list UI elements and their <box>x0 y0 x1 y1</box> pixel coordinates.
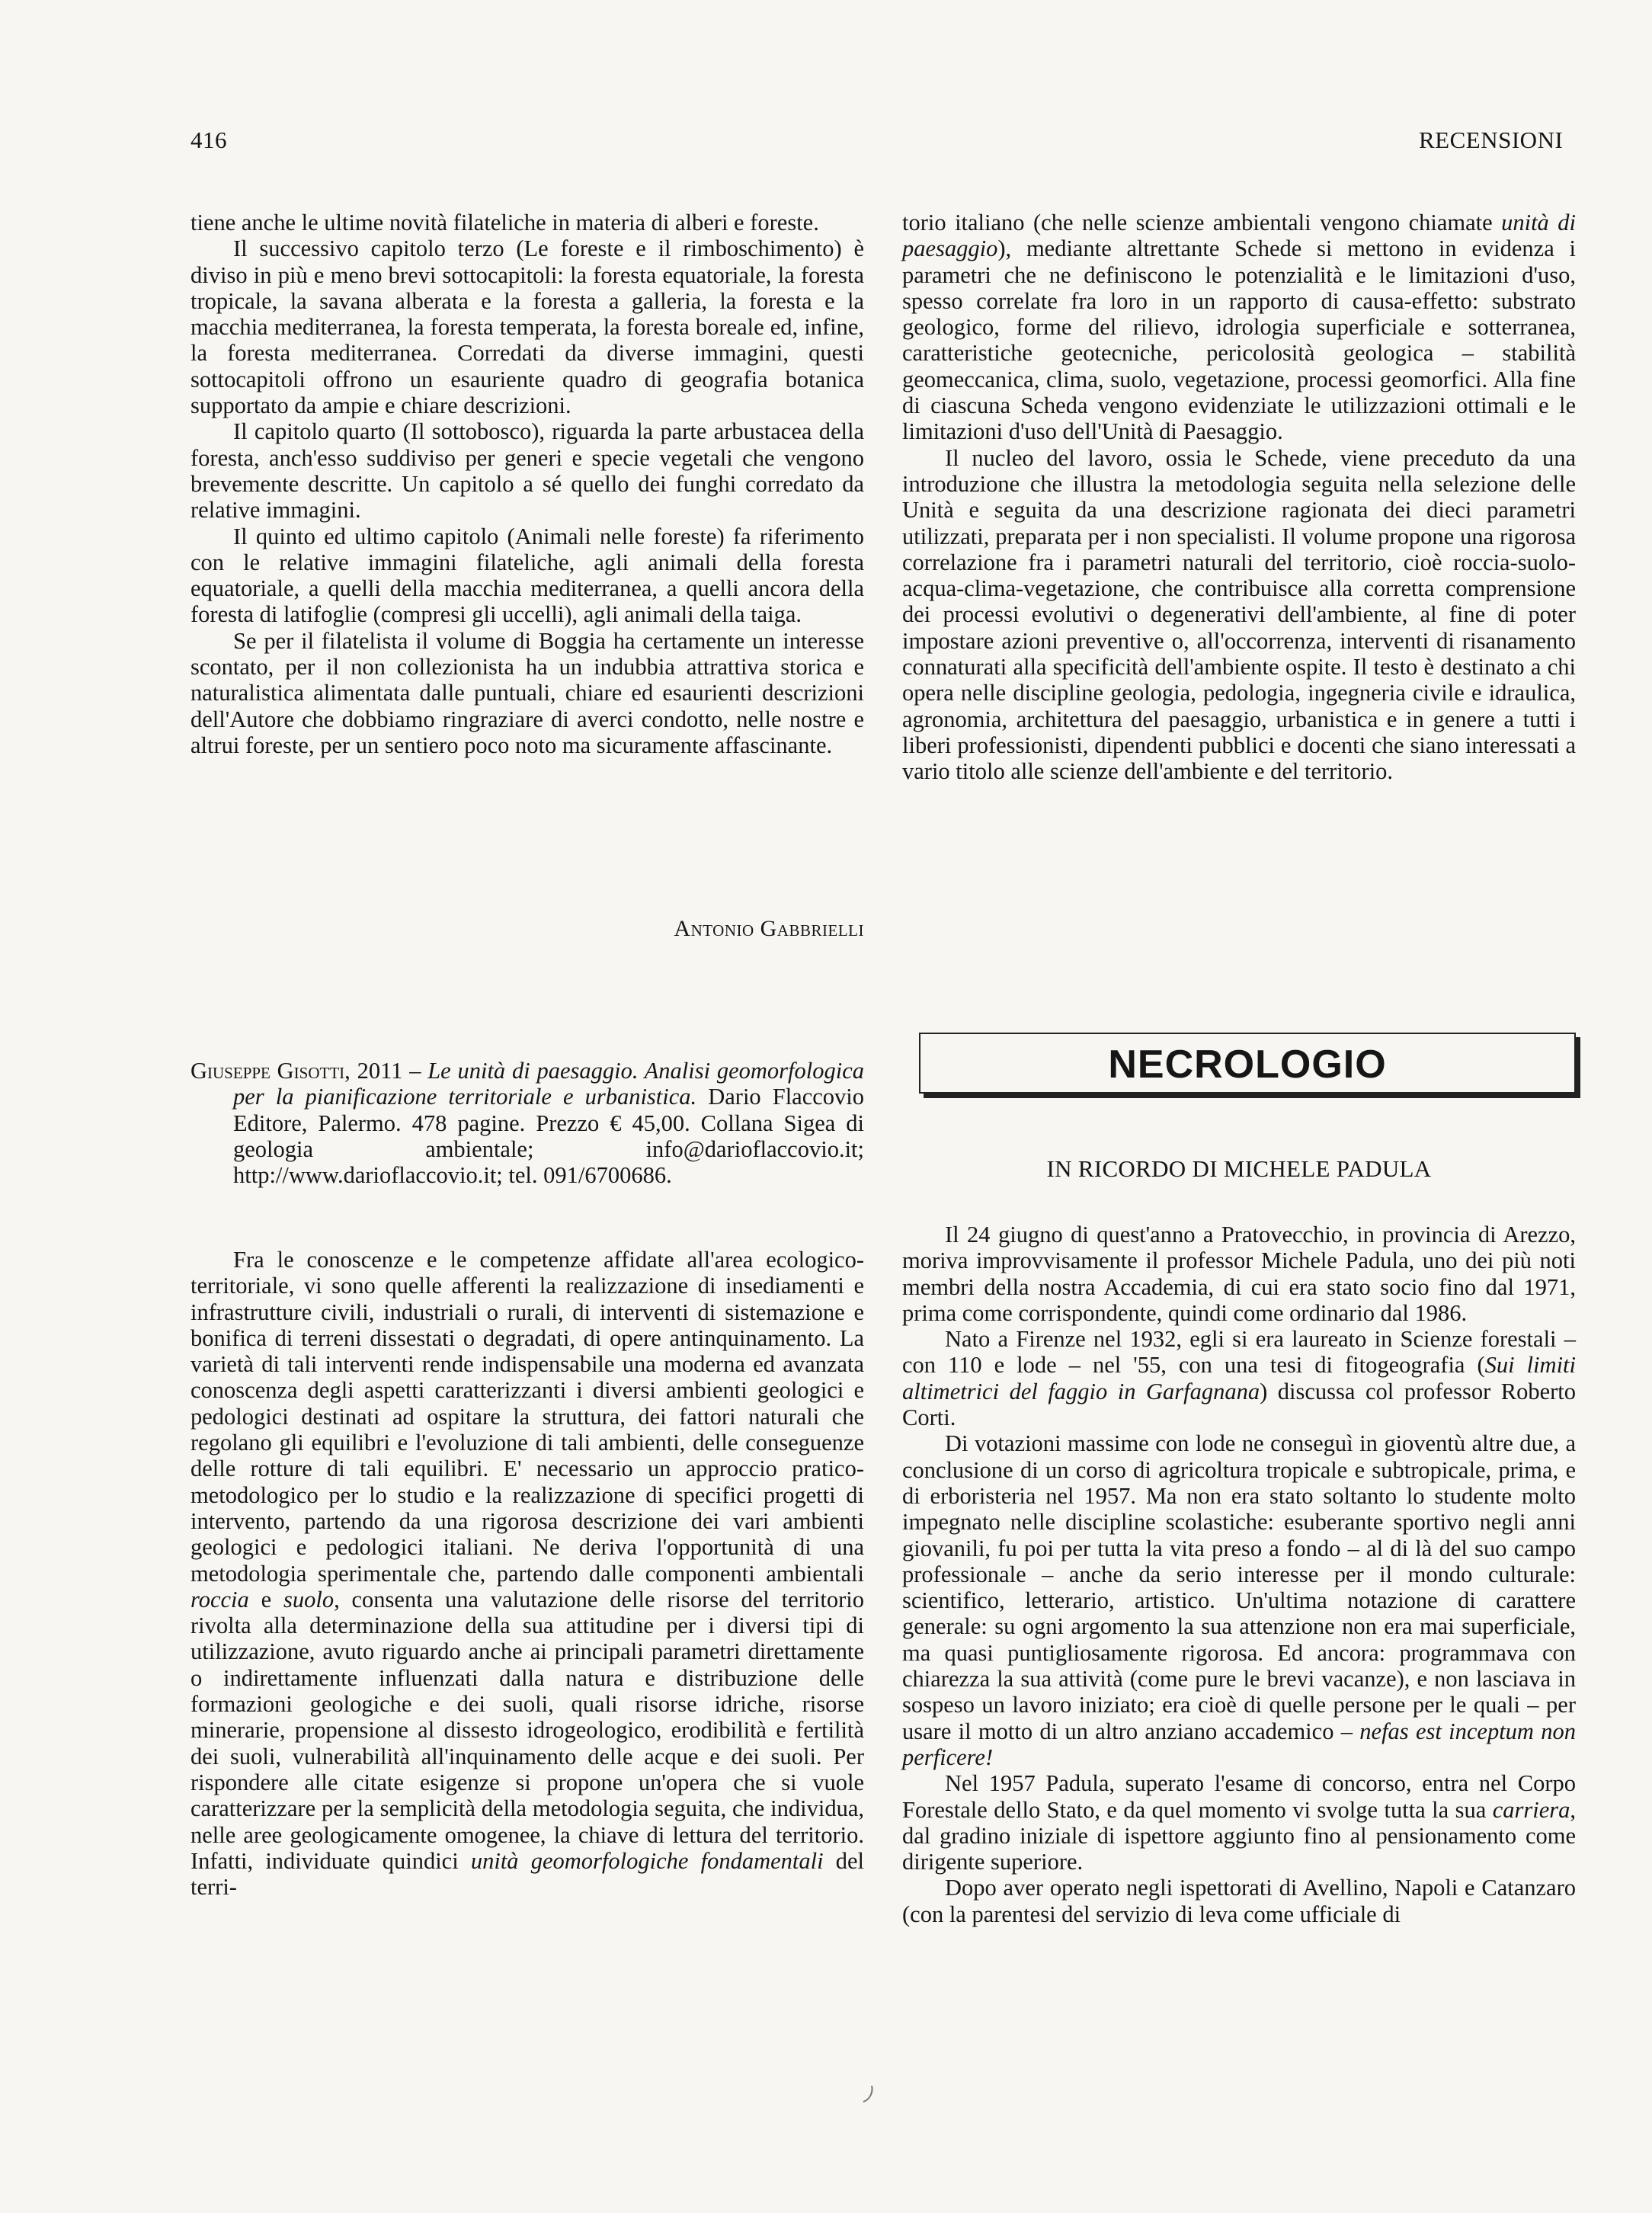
review-two-text <box>190 1247 864 1900</box>
paragraph: torio italiano (che nelle scienze ambientali vengono chiamate unità di paesaggio), mediante altrettante Schede si mettono in evidenza i parametri che ne definiscono le potenzialità e le limitazioni d'uso, spesso correlate fra loro in un rapporto di causa-effetto: substrato geologico, forme del rilievo, idrologia superficiale e sotterranea, caratteristiche geotecniche, pericolosità geologica – stabilità geomeccanica, clima, suolo, vegetazione, processi geomorfici. Alla fine di ciascuna Scheda vengono evidenziate le utilizzazioni ottimali e le limitazioni d'uso dell'Unità di Paesaggio. <box>902 210 1576 445</box>
book-citation: Giuseppe Gisotti, 2011 – Le unità di paesaggio. Analisi geomorfologica per la pianificazione territoriale e urbanistica. Dario Flaccovio Editore, Palermo. 478 pagine. Prezzo € 45,00. Collana Sigea di geologia ambientale; info@darioflaccovio.it; http://www.darioflaccovio.it; tel. 091/6700686. <box>190 1058 865 1189</box>
paragraph: Il 24 giugno di quest'anno a Pratovecchio, in provincia di Arezzo, moriva improvvisamente il professor Michele Padula, uno dei più noti membri della nostra Accademia, di cui era stato socio fino dal 1971, prima come corrispondente, quindi come ordinario dal 1986. <box>902 1222 1576 1326</box>
review-two-continuation <box>902 210 1576 785</box>
book-author: Giuseppe Gisotti <box>190 1058 345 1084</box>
scan-mark <box>861 2084 876 2109</box>
review-signature: Antonio Gabbrielli <box>674 916 864 941</box>
running-title: RECENSIONI <box>1419 127 1564 153</box>
book-title: Le unità di paesaggio. Analisi geomorfologica per la pianificazione territoriale e urbanistica. <box>233 1058 864 1110</box>
paragraph: Nel 1957 Padula, superato l'esame di concorso, entra nel Corpo Forestale dello Stato, e da quel momento vi svolge tutta la sua carriera, dal gradino iniziale di ispettore aggiunto fino al pensionamento come dirigente superiore. <box>902 1770 1576 1875</box>
paragraph: Il successivo capitolo terzo (Le foreste e il rimboschimento) è diviso in più e meno brevi sottocapitoli: la foresta equatoriale, la foresta tropicale, la savana alberata e la foresta a galleria, la foresta e la macchia mediterranea, la foresta temperata, la foresta boreale ed, infine, la foresta mediterranea. Corredati da diverse immagini, questi sottocapitoli offrono un esauriente quadro di geografia botanica supportato da ampie e chiare descrizioni. <box>190 235 864 419</box>
paragraph: Il capitolo quarto (Il sottobosco), riguarda la parte arbustacea della foresta, anch'esso suddiviso per generi e specie vegetali che vengono brevemente descritte. Un capitolo a sé quello dei funghi corredato da relative immagini. <box>190 418 864 524</box>
paragraph: Nato a Firenze nel 1932, egli si era laureato in Scienze forestali – con 110 e lode – nel '55, con una tesi di fitogeografia (Sui limiti altimetrici del faggio in Garfagnana) discussa col professor Roberto Corti. <box>902 1326 1576 1431</box>
paragraph: tiene anche le ultime novità filateliche in materia di alberi e foreste. <box>190 210 819 235</box>
necrologio-title: NECROLOGIO <box>1108 1042 1387 1087</box>
obituary-heading: IN RICORDO DI MICHELE PADULA <box>1046 1155 1432 1182</box>
paragraph: Di votazioni massime con lode ne conseguì in gioventù altre due, a conclusione di un corso di agricoltura tropicale e subtropicale, prima, e di erboristeria nel 1957. Ma non era stato soltanto lo studente molto impegnato nelle discipline scolastiche: esuberante sportivo negli anni giovanili, fu poi per tutta la vita preso a fondo – al di là del suo campo professionale – anche da serio interesse per il mondo culturale: scientifico, letterario, artistico. Un'ultima notazione di carattere generale: su ogni argomento la sua attenzione non era mai superficiale, ma quasi puntigliosamente rigorosa. Ed ancora: programmava con chiarezza la sua attività (come pure le brevi vacanze), e non lasciava in sospeso un lavoro iniziato; era cioè di quelle persone per le quali – per usare il motto di un altro anziano accademico – nefas est inceptum non perficere! <box>902 1430 1577 1770</box>
paragraph: Il nucleo del lavoro, ossia le Schede, viene preceduto da una introduzione che illustra la metodologia seguita nella selezione delle Unità e seguita da una descrizione ragionata dei dieci parametri utilizzati, preparata per i non specialisti. Il volume propone una rigorosa correlazione fra i parametri naturali del territorio, cioè roccia-suolo-acqua-clima-vegetazione, che contribuisce alla corretta comprensione dei processi evolutivi o degenerativi dell'ambiente, al fine di poter impostare azioni preventive o, all'occorrenza, interventi di risanamento connaturati alla specificità dell'ambiente ospite. Il testo è destinato a chi opera nelle discipline geologia, pedologia, ingegneria civile e idraulica, agronomia, architettura del paesaggio, urbanistica e in genere a tutti i liberi professionisti, dipendenti pubblici e docenti che siano interessati a vario titolo alle scienze dell'ambiente e del territorio. <box>902 444 1576 785</box>
book-details: Dario Flaccovio Editore, Palermo. 478 pagine. Prezzo € 45,00. Collana Sigea di geologia ambientale; info@darioflaccovio.it; http://www.darioflaccovio.it; tel. 091/6700686. <box>233 1084 865 1189</box>
obituary-text <box>902 1222 1576 1927</box>
paragraph: Se per il filatelista il volume di Boggia ha certamente un interesse scontato, per il non collezionista ha un indubbia attrattiva storica e naturalistica alimentata dalle puntuali, chiare ed esaurienti descrizioni dell'Autore che dobbiamo ringraziare di averci condotto, nelle nostre e altrui foreste, per un sentiero poco noto ma sicuramente affascinante. <box>190 627 864 758</box>
paragraph: Il quinto ed ultimo capitolo (Animali nelle foreste) fa riferimento con le relative immagini filateliche, agli animali della foresta equatoriale, a quelli della macchia mediterranea, a quelli ancora della foresta di latifoglie (compresi gli uccelli), agli animali della taiga. <box>190 523 864 628</box>
necrologio-banner <box>919 1033 1576 1094</box>
review-one-text <box>190 210 864 758</box>
page-number: 416 <box>190 127 227 153</box>
scan-mark-icon <box>861 2084 876 2104</box>
paragraph: Fra le conoscenze e le competenze affidate all'area ecologico-territoriale, vi sono quelle afferenti la realizzazione di insediamenti e infrastrutture civili, industriali o rurali, di interventi di sistemazione e bonifica di terreni dissestati o degradati, di opere antinquinamento. La varietà di tali interventi rende indispensabile una moderna ed avanzata conoscenza degli aspetti caratterizzanti i diversi ambienti geologici e pedologici destinati ad ospitare la struttura, dei fattori naturali che regolano gli equilibri e l'evoluzione di tali ambienti, delle conseguenze delle rotture di tali equilibri. E' necessario un approccio pratico-metodologico per lo studio e la realizzazione di specifici progetti di intervento, partendo da una rigorosa descrizione dei vari ambienti geologici e pedologici italiani. Ne deriva l'opportunità di una metodologia sperimentale che, partendo dalle componenti ambientali roccia e suolo, consenta una valutazione delle risorse del territorio rivolta alla determinazione della sua attitudine per i diversi tipi di utilizzazione, avuto riguardo anche ai principali parametri direttamente o indirettamente influenzati dalla natura e distribuzione delle formazioni geologiche e dei suoli, quali risorse idriche, risorse minerarie, propensione al dissesto idrogeologico, erodibilità e fertilità dei suoli, vulnerabilità all'inquinamento delle acque e dei suoli. Per rispondere alle citate esigenze si propone un'opera che si vuole caratterizzare per la semplicità della metodologia seguita, che individua, nelle aree geologicamente omogenee, la chiave di lettura del territorio. Infatti, individuate quindici unità geomorfologiche fondamentali del terri- <box>190 1247 865 1901</box>
paragraph: Dopo aver operato negli ispettorati di Avellino, Napoli e Catanzaro (con la parentesi del servizio di leva come ufficiale di <box>902 1875 1576 1927</box>
